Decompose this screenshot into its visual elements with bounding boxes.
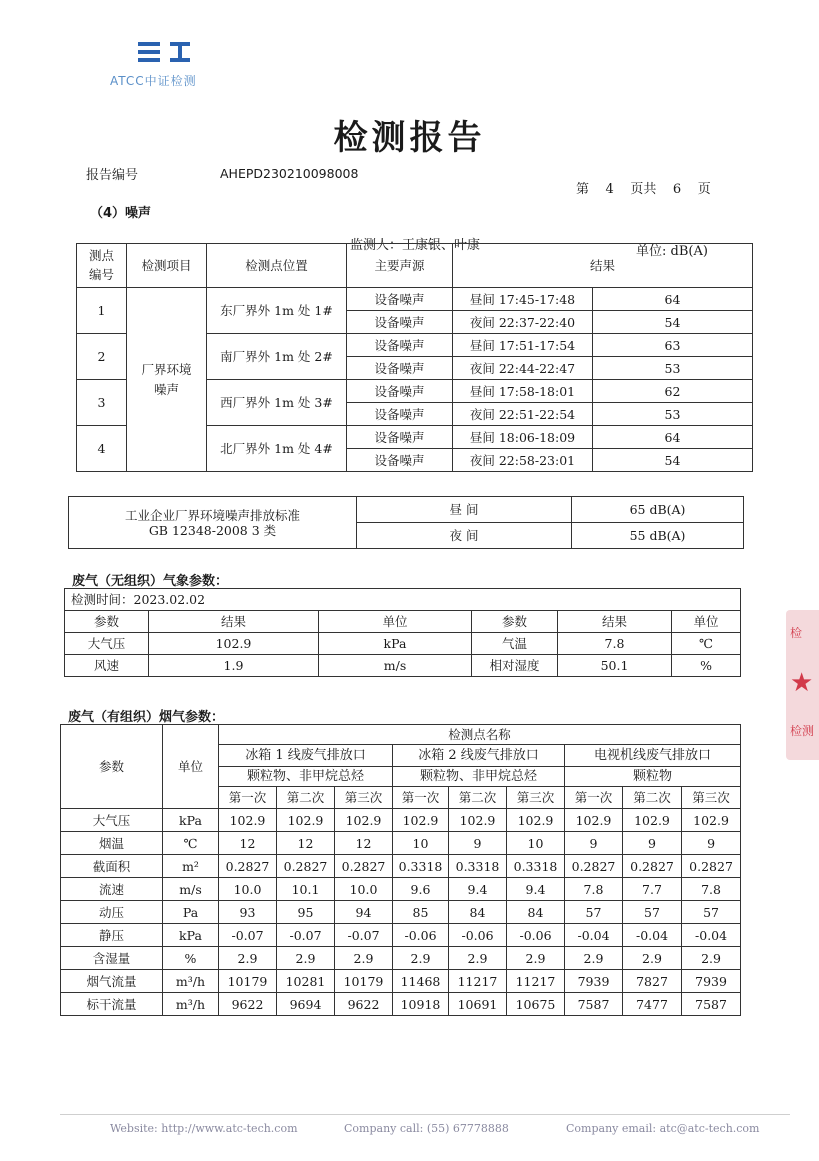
flue-run-header: 第三次 — [507, 787, 565, 809]
weather-header: 单位 — [672, 611, 741, 633]
flue-row — [61, 901, 741, 924]
noise-value: 64 — [593, 426, 753, 449]
flue-value: 2.9 — [449, 947, 507, 970]
page-current: 4 — [605, 182, 614, 197]
flue-value: 85 — [393, 901, 449, 924]
point-location: 北厂界外 1m 处 4# — [207, 426, 347, 472]
point-no: 1 — [77, 288, 127, 334]
flue-value: 9 — [449, 832, 507, 855]
weather-row — [65, 655, 741, 677]
header-point-no: 测点 编号 — [77, 244, 127, 288]
flue-group-pollutants: 颗粒物 — [565, 767, 741, 787]
noise-unit: 单位: dB(A) — [636, 244, 708, 259]
flue-value: 11217 — [449, 970, 507, 993]
flue-value: 7587 — [682, 993, 741, 1016]
flue-value: 12 — [277, 832, 335, 855]
flue-value: -0.06 — [449, 924, 507, 947]
logo-text: ATCC中证检测 — [110, 74, 197, 88]
flue-value: 102.9 — [219, 809, 277, 832]
flue-value: 12 — [335, 832, 393, 855]
noise-period: 夜间 22:37-22:40 — [453, 311, 593, 334]
noise-period: 昼间 17:58-18:01 — [453, 380, 593, 403]
flue-run-header: 第一次 — [219, 787, 277, 809]
noise-source: 设备噪声 — [347, 311, 453, 334]
flue-param: 静压 — [61, 924, 163, 947]
flue-unit-header: 单位 — [163, 725, 219, 809]
flue-unit: m/s — [163, 878, 219, 901]
noise-value: 54 — [593, 449, 753, 472]
flue-value: 2.9 — [335, 947, 393, 970]
flue-row — [61, 993, 741, 1016]
noise-section-title: （4）噪声 — [90, 206, 152, 221]
weather-cell: 50.1 — [558, 655, 672, 677]
weather-header: 结果 — [558, 611, 672, 633]
flue-unit: m³/h — [163, 993, 219, 1016]
flue-value: 0.2827 — [682, 855, 741, 878]
flue-value: -0.06 — [393, 924, 449, 947]
flue-value: 10.0 — [219, 878, 277, 901]
flue-param: 含湿量 — [61, 947, 163, 970]
flue-value: 102.9 — [393, 809, 449, 832]
weather-cell: m/s — [319, 655, 472, 677]
flue-points-header: 检测点名称 — [219, 725, 741, 745]
flue-unit: % — [163, 947, 219, 970]
weather-cell: 大气压 — [65, 633, 149, 655]
weather-header: 参数 — [472, 611, 558, 633]
flue-group-pollutants: 颗粒物、非甲烷总烃 — [393, 767, 565, 787]
flue-value: 7477 — [623, 993, 682, 1016]
noise-source: 设备噪声 — [347, 426, 453, 449]
flue-row — [61, 832, 741, 855]
weather-cell: 气温 — [472, 633, 558, 655]
flue-param: 标干流量 — [61, 993, 163, 1016]
flue-param: 大气压 — [61, 809, 163, 832]
flue-value: 9.4 — [507, 878, 565, 901]
flue-unit: ℃ — [163, 832, 219, 855]
flue-value: 0.3318 — [507, 855, 565, 878]
flue-param-header: 参数 — [61, 725, 163, 809]
flue-value: 10918 — [393, 993, 449, 1016]
flue-unit: kPa — [163, 809, 219, 832]
flue-row — [61, 855, 741, 878]
weather-cell: 1.9 — [149, 655, 319, 677]
flue-unit: Pa — [163, 901, 219, 924]
flue-value: 9694 — [277, 993, 335, 1016]
standard-day-label: 昼 间 — [357, 497, 572, 523]
flue-value: 7827 — [623, 970, 682, 993]
flue-value: 10.1 — [277, 878, 335, 901]
header-result: 结果 — [453, 244, 753, 288]
weather-cell: 102.9 — [149, 633, 319, 655]
flue-value: 0.2827 — [277, 855, 335, 878]
noise-monitors: 监测人：王康银、叶康 — [350, 238, 481, 253]
flue-value: 93 — [219, 901, 277, 924]
flue-value: 102.9 — [449, 809, 507, 832]
standard-name — [69, 497, 357, 549]
noise-source: 设备噪声 — [347, 449, 453, 472]
flue-run-header: 第三次 — [335, 787, 393, 809]
page-total: 6 — [672, 182, 682, 197]
flue-value: -0.04 — [682, 924, 741, 947]
flue-value: 10.0 — [335, 878, 393, 901]
flue-value: 7939 — [682, 970, 741, 993]
flue-group-pollutants: 颗粒物、非甲烷总烃 — [219, 767, 393, 787]
weather-cell: ℃ — [672, 633, 741, 655]
flue-value: 84 — [507, 901, 565, 924]
weather-cell: 风速 — [65, 655, 149, 677]
flue-value: 11217 — [507, 970, 565, 993]
flue-param: 动压 — [61, 901, 163, 924]
page-info — [576, 178, 711, 197]
flue-value: 84 — [449, 901, 507, 924]
point-location: 南厂界外 1m 处 2# — [207, 334, 347, 380]
point-no: 2 — [77, 334, 127, 380]
flue-value: 0.2827 — [219, 855, 277, 878]
page-mid: 页共 — [630, 182, 657, 197]
footer-divider — [60, 1114, 790, 1115]
standard-name-line2: GB 12348-2008 3 类 — [148, 522, 277, 538]
flue-unit: m² — [163, 855, 219, 878]
flue-value: 10 — [393, 832, 449, 855]
flue-group-name: 冰箱 2 线废气排放口 — [393, 745, 565, 767]
flue-value: 10675 — [507, 993, 565, 1016]
flue-value: 0.3318 — [449, 855, 507, 878]
flue-value: 102.9 — [507, 809, 565, 832]
flue-row — [61, 878, 741, 901]
flue-value: 9 — [565, 832, 623, 855]
flue-value: -0.06 — [507, 924, 565, 947]
logo-mark-icon — [136, 38, 236, 72]
noise-value: 63 — [593, 334, 753, 357]
flue-param: 烟气流量 — [61, 970, 163, 993]
flue-value: -0.04 — [623, 924, 682, 947]
flue-value: -0.07 — [219, 924, 277, 947]
flue-value: 2.9 — [393, 947, 449, 970]
weather-cell: % — [672, 655, 741, 677]
flue-value: 57 — [623, 901, 682, 924]
flue-section-title: 废气（有组织）烟气参数： — [68, 710, 225, 725]
flue-value: 10691 — [449, 993, 507, 1016]
flue-value: 2.9 — [507, 947, 565, 970]
noise-source: 设备噪声 — [347, 403, 453, 426]
noise-value: 64 — [593, 288, 753, 311]
flue-unit: kPa — [163, 924, 219, 947]
weather-row — [65, 633, 741, 655]
flue-value: 7.8 — [682, 878, 741, 901]
weather-header: 参数 — [65, 611, 149, 633]
standard-night-value: 55 dB(A) — [572, 523, 744, 549]
flue-run-header: 第二次 — [623, 787, 682, 809]
standard-day-value: 65 dB(A) — [572, 497, 744, 523]
flue-value: 102.9 — [682, 809, 741, 832]
flue-value: 7.7 — [623, 878, 682, 901]
flue-value: 2.9 — [277, 947, 335, 970]
flue-value: -0.04 — [565, 924, 623, 947]
report-no: AHEPD230210098008 — [220, 166, 359, 181]
flue-value: 102.9 — [565, 809, 623, 832]
weather-cell: 相对湿度 — [472, 655, 558, 677]
flue-value: 9 — [623, 832, 682, 855]
footer-email: Company email: atc@atc-tech.com — [566, 1122, 760, 1135]
flue-value: 9622 — [219, 993, 277, 1016]
weather-header: 结果 — [149, 611, 319, 633]
noise-row — [77, 288, 753, 311]
flue-value: 2.9 — [623, 947, 682, 970]
flue-unit: m³/h — [163, 970, 219, 993]
weather-section-title: 废气（无组织）气象参数： — [72, 574, 229, 589]
flue-run-header: 第二次 — [449, 787, 507, 809]
flue-value: 57 — [565, 901, 623, 924]
flue-value: -0.07 — [335, 924, 393, 947]
noise-period: 昼间 17:51-17:54 — [453, 334, 593, 357]
noise-period: 昼间 18:06-18:09 — [453, 426, 593, 449]
flue-group-name: 电视机线废气排放口 — [565, 745, 741, 767]
noise-source: 设备噪声 — [347, 357, 453, 380]
page-suffix: 页 — [697, 182, 711, 197]
flue-value: -0.07 — [277, 924, 335, 947]
noise-source: 设备噪声 — [347, 288, 453, 311]
flue-value: 11468 — [393, 970, 449, 993]
page-prefix: 第 — [576, 182, 590, 197]
flue-table — [60, 724, 741, 1016]
flue-value: 9.4 — [449, 878, 507, 901]
flue-value: 9622 — [335, 993, 393, 1016]
flue-run-header: 第二次 — [277, 787, 335, 809]
flue-value: 10281 — [277, 970, 335, 993]
report-no-label: 报告编号 — [86, 168, 139, 183]
flue-row — [61, 809, 741, 832]
noise-source: 设备噪声 — [347, 334, 453, 357]
noise-value: 54 — [593, 311, 753, 334]
flue-run-header: 第三次 — [682, 787, 741, 809]
flue-value: 9 — [682, 832, 741, 855]
page-title: 检测报告 — [333, 118, 486, 158]
flue-value: 2.9 — [219, 947, 277, 970]
flue-value: 0.2827 — [335, 855, 393, 878]
flue-value: 102.9 — [335, 809, 393, 832]
noise-value: 62 — [593, 380, 753, 403]
footer-website: Website: http://www.atc-tech.com — [110, 1122, 298, 1135]
footer-phone: Company call: (55) 67778888 — [344, 1122, 509, 1135]
weather-cell: 7.8 — [558, 633, 672, 655]
flue-group-name: 冰箱 1 线废气排放口 — [219, 745, 393, 767]
flue-value: 0.2827 — [623, 855, 682, 878]
flue-value: 10179 — [335, 970, 393, 993]
flue-value: 12 — [219, 832, 277, 855]
flue-run-header: 第一次 — [565, 787, 623, 809]
noise-period: 夜间 22:44-22:47 — [453, 357, 593, 380]
flue-param: 烟温 — [61, 832, 163, 855]
flue-value: 57 — [682, 901, 741, 924]
header-location: 检测点位置 — [207, 244, 347, 288]
flue-value: 2.9 — [682, 947, 741, 970]
flue-value: 102.9 — [623, 809, 682, 832]
flue-param: 截面积 — [61, 855, 163, 878]
weather-time: 检测时间：2023.02.02 — [65, 589, 741, 611]
noise-value: 53 — [593, 357, 753, 380]
flue-value: 10 — [507, 832, 565, 855]
company-logo — [100, 38, 230, 90]
point-no: 4 — [77, 426, 127, 472]
noise-item: 厂界环境 噪声 — [127, 288, 207, 472]
flue-row — [61, 924, 741, 947]
flue-value: 10179 — [219, 970, 277, 993]
weather-table — [64, 588, 741, 677]
flue-value: 7939 — [565, 970, 623, 993]
seal-star-icon: ★ — [790, 668, 814, 698]
standard-name-line1: 工业企业厂界环境噪声排放标准 — [124, 507, 300, 523]
flue-value: 9.6 — [393, 878, 449, 901]
flue-value: 94 — [335, 901, 393, 924]
noise-period: 夜间 22:51-22:54 — [453, 403, 593, 426]
red-seal-stamp — [786, 610, 819, 760]
flue-row — [61, 947, 741, 970]
point-location: 西厂界外 1m 处 3# — [207, 380, 347, 426]
flue-value: 0.2827 — [565, 855, 623, 878]
header-source: 主要声源 — [347, 244, 453, 288]
standard-night-label: 夜 间 — [357, 523, 572, 549]
weather-cell: kPa — [319, 633, 472, 655]
seal-text-bottom: 检测 — [790, 724, 815, 738]
header-item: 检测项目 — [127, 244, 207, 288]
noise-period: 夜间 22:58-23:01 — [453, 449, 593, 472]
standard-table — [68, 496, 744, 549]
flue-run-header: 第一次 — [393, 787, 449, 809]
flue-value: 7.8 — [565, 878, 623, 901]
flue-value: 102.9 — [277, 809, 335, 832]
point-no: 3 — [77, 380, 127, 426]
flue-row — [61, 970, 741, 993]
flue-value: 7587 — [565, 993, 623, 1016]
flue-value: 2.9 — [565, 947, 623, 970]
point-location: 东厂界外 1m 处 1# — [207, 288, 347, 334]
weather-header: 单位 — [319, 611, 472, 633]
noise-table — [76, 243, 753, 472]
flue-param: 流速 — [61, 878, 163, 901]
noise-value: 53 — [593, 403, 753, 426]
noise-period: 昼间 17:45-17:48 — [453, 288, 593, 311]
flue-value: 0.3318 — [393, 855, 449, 878]
seal-text-top: 检 — [790, 626, 803, 640]
flue-value: 95 — [277, 901, 335, 924]
noise-source: 设备噪声 — [347, 380, 453, 403]
